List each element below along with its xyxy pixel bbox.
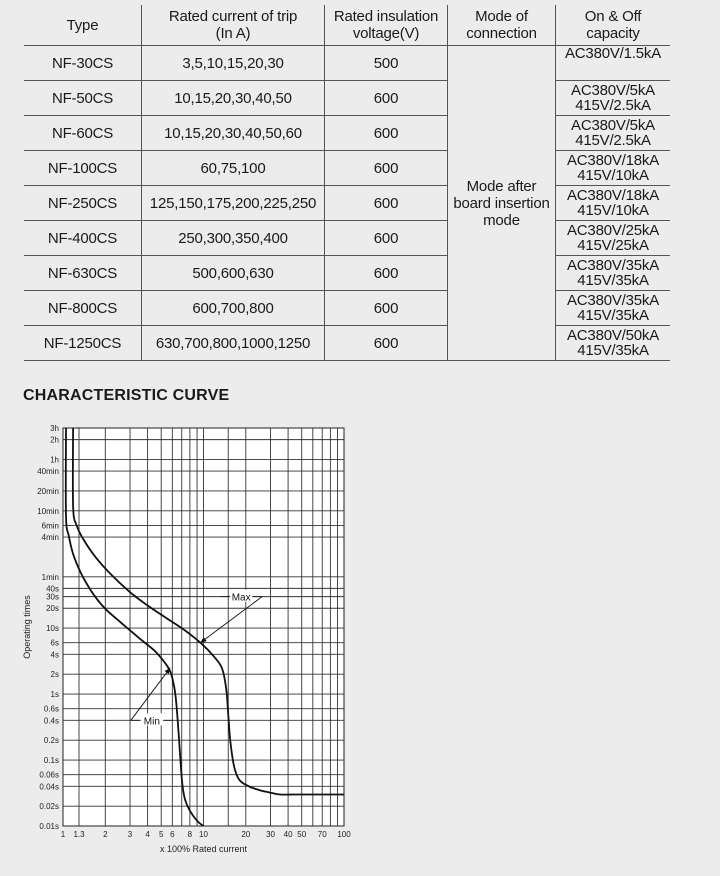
x-tick-label: 3 bbox=[127, 830, 133, 839]
table-row bbox=[24, 326, 670, 361]
capacity-line: AC380V/35kA bbox=[566, 292, 660, 309]
x-tick-label: 100 bbox=[337, 830, 351, 839]
y-tick-label: 2s bbox=[50, 670, 59, 680]
y-tick-label: 10s bbox=[46, 624, 59, 634]
y-tick-label: 0.6s bbox=[43, 704, 59, 714]
cell-capacity bbox=[556, 186, 671, 221]
cell-voltage: 600 bbox=[325, 151, 448, 186]
y-tick-label: 1h bbox=[50, 455, 59, 465]
cell-type: NF-1250CS bbox=[24, 326, 142, 361]
table-row bbox=[24, 221, 670, 256]
x-tick-label: 20 bbox=[241, 830, 251, 839]
table-header-row bbox=[24, 5, 670, 46]
x-tick-label: 1 bbox=[60, 830, 66, 839]
cell-voltage: 600 bbox=[325, 291, 448, 326]
x-tick-label: 10 bbox=[199, 830, 208, 839]
y-tick-label: 2h bbox=[50, 435, 59, 445]
x-tick-label: 30 bbox=[266, 830, 275, 839]
table-row bbox=[24, 186, 670, 221]
table-row bbox=[24, 151, 670, 186]
y-tick-label: 30s bbox=[46, 592, 59, 602]
y-tick-label: 20min bbox=[37, 486, 59, 496]
cell-current: 125,150,175,200,225,250 bbox=[142, 186, 325, 221]
cell-voltage: 600 bbox=[325, 81, 448, 116]
y-tick-label: 10min bbox=[37, 506, 59, 516]
y-tick-label: 0.2s bbox=[43, 736, 59, 746]
cell-current: 3,5,10,15,20,30 bbox=[142, 46, 325, 81]
cell-type: NF-800CS bbox=[24, 291, 142, 326]
annotation-min: Min bbox=[143, 716, 160, 728]
capacity-line: AC380V/25kA bbox=[566, 222, 660, 239]
y-tick-label: 4s bbox=[50, 650, 59, 660]
cell-type: NF-100CS bbox=[24, 151, 142, 186]
x-axis-label: x 100% Rated current bbox=[159, 844, 248, 854]
cell-current: 600,700,800 bbox=[142, 291, 325, 326]
y-tick-label: 6min bbox=[41, 521, 59, 531]
annotation-max: Max bbox=[231, 592, 251, 604]
x-tick-label: 5 bbox=[158, 830, 164, 839]
y-tick-label: 1s bbox=[50, 690, 59, 700]
y-tick-label: 0.1s bbox=[43, 756, 59, 766]
cell-capacity bbox=[556, 151, 671, 186]
cell-capacity bbox=[556, 326, 671, 361]
cell-connection-mode bbox=[448, 46, 556, 361]
capacity-line: 415V/35kA bbox=[577, 272, 649, 289]
x-tick-label: 8 bbox=[187, 830, 193, 839]
cell-type: NF-630CS bbox=[24, 256, 142, 291]
y-tick-label: 1min bbox=[41, 572, 59, 582]
table-row bbox=[24, 81, 670, 116]
cell-type: NF-400CS bbox=[24, 221, 142, 256]
cell-type: NF-30CS bbox=[24, 46, 142, 81]
x-tick-label: 6 bbox=[170, 830, 175, 839]
capacity-line: 415V/10kA bbox=[577, 202, 649, 219]
capacity-line: 415V/2.5kA bbox=[575, 132, 651, 149]
cell-current: 630,700,800,1000,1250 bbox=[142, 326, 325, 361]
capacity-line: 415V/10kA bbox=[577, 167, 649, 184]
cell-type: NF-60CS bbox=[24, 116, 142, 151]
table-row bbox=[24, 291, 670, 326]
cell-capacity bbox=[556, 291, 671, 326]
header-type: Type bbox=[24, 5, 142, 46]
cell-voltage: 600 bbox=[325, 116, 448, 151]
header-capacity: On & Off capacity bbox=[556, 5, 671, 46]
y-axis-label: Operating times bbox=[22, 595, 32, 659]
y-tick-label: 0.02s bbox=[39, 802, 59, 812]
y-tick-label: 0.4s bbox=[43, 716, 59, 726]
capacity-line: AC380V/5kA bbox=[571, 82, 655, 99]
cell-current: 250,300,350,400 bbox=[142, 221, 325, 256]
y-tick-label: 20s bbox=[46, 604, 59, 614]
cell-type: NF-50CS bbox=[24, 81, 142, 116]
capacity-line: AC380V/18kA bbox=[566, 187, 660, 204]
cell-current: 10,15,20,30,40,50,60 bbox=[142, 116, 325, 151]
x-tick-label: 1.3 bbox=[73, 830, 85, 839]
capacity-line: 415V/2.5kA bbox=[575, 97, 651, 114]
table-row bbox=[24, 116, 670, 151]
characteristic-curve-title: CHARACTERISTIC CURVE bbox=[23, 387, 230, 404]
table-row bbox=[24, 46, 670, 81]
capacity-line: AC380V/50kA bbox=[566, 327, 660, 344]
capacity-line: 415V/35kA bbox=[577, 342, 649, 359]
y-tick-label: 4min bbox=[41, 533, 59, 543]
cell-current: 60,75,100 bbox=[142, 151, 325, 186]
cell-type: NF-250CS bbox=[24, 186, 142, 221]
cell-voltage: 600 bbox=[325, 186, 448, 221]
cell-current: 10,15,20,30,40,50 bbox=[142, 81, 325, 116]
header-insulation-voltage: Rated insulation voltage(V) bbox=[325, 5, 448, 46]
x-tick-label: 70 bbox=[317, 830, 327, 839]
cell-capacity bbox=[556, 116, 671, 151]
cell-voltage: 500 bbox=[325, 46, 448, 81]
cell-capacity bbox=[556, 221, 671, 256]
cell-capacity bbox=[556, 256, 671, 291]
y-tick-label: 40s bbox=[46, 584, 59, 594]
capacity-line: 415V/25kA bbox=[577, 237, 649, 254]
capacity-line: AC380V/1.5kA bbox=[565, 45, 661, 62]
y-tick-label: 0.06s bbox=[39, 770, 59, 780]
y-tick-label: 40min bbox=[37, 467, 59, 477]
capacity-line: 415V/35kA bbox=[577, 307, 649, 324]
x-tick-label: 40 bbox=[283, 830, 293, 839]
header-connection-mode: Mode of connection bbox=[448, 5, 556, 46]
cell-capacity bbox=[556, 46, 671, 81]
cell-voltage: 600 bbox=[325, 256, 448, 291]
capacity-line: AC380V/18kA bbox=[566, 152, 660, 169]
spec-table bbox=[24, 5, 670, 361]
x-tick-label: 4 bbox=[145, 830, 150, 839]
characteristic-curve-chart bbox=[0, 420, 720, 876]
cell-capacity bbox=[556, 81, 671, 116]
connection-mode-line: mode bbox=[483, 211, 520, 229]
table-row bbox=[24, 256, 670, 291]
cell-current: 500,600,630 bbox=[142, 256, 325, 291]
connection-mode-line: Mode after bbox=[466, 177, 537, 195]
x-tick-label: 2 bbox=[103, 830, 108, 839]
capacity-line: AC380V/35kA bbox=[566, 257, 660, 274]
y-tick-label: 0.01s bbox=[39, 822, 59, 831]
connection-mode-line: board insertion bbox=[453, 194, 550, 212]
cell-voltage: 600 bbox=[325, 221, 448, 256]
y-tick-label: 6s bbox=[50, 638, 59, 648]
capacity-line: AC380V/5kA bbox=[571, 117, 655, 134]
cell-voltage: 600 bbox=[325, 326, 448, 361]
x-tick-label: 50 bbox=[297, 830, 307, 839]
y-tick-label: 3h bbox=[50, 424, 59, 433]
y-tick-label: 0.04s bbox=[39, 782, 59, 792]
header-rated-current: Rated current of trip (In A) bbox=[142, 5, 325, 46]
